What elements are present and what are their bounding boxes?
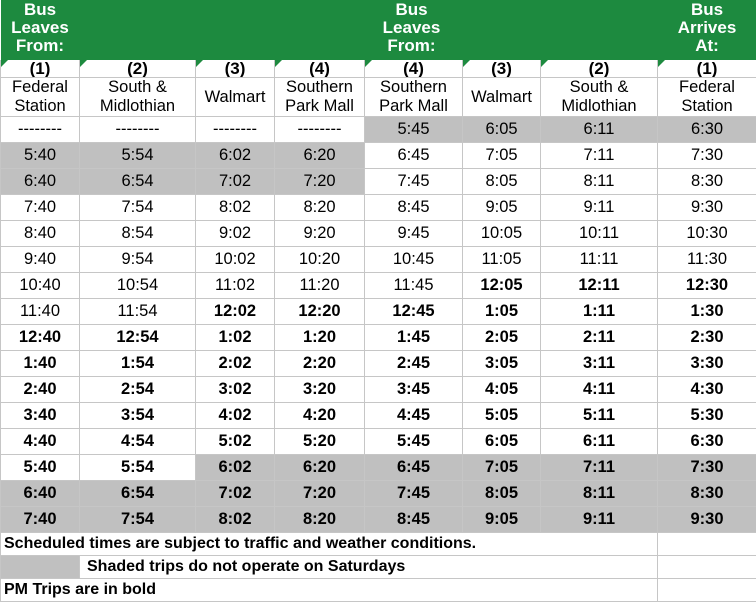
time-cell: 5:02 bbox=[196, 429, 275, 455]
header-leaves-from-left bbox=[1, 0, 80, 60]
stop-number: (1) bbox=[29, 60, 51, 78]
time-cell: -------- bbox=[275, 117, 365, 143]
time-cell: 7:45 bbox=[365, 169, 463, 195]
time-cell: 4:45 bbox=[365, 403, 463, 429]
time-cell: 10:30 bbox=[658, 221, 756, 247]
header-arrives-at-text: Bus Arrives At: bbox=[677, 0, 737, 55]
time-cell: 7:54 bbox=[80, 507, 196, 533]
time-cell: 8:05 bbox=[463, 481, 541, 507]
schedule-row bbox=[1, 169, 756, 195]
stop-name-row bbox=[1, 78, 756, 117]
time-cell: 7:05 bbox=[463, 455, 541, 481]
time-cell: 6:02 bbox=[196, 455, 275, 481]
time-cell: 3:54 bbox=[80, 403, 196, 429]
time-cell: 6:54 bbox=[80, 481, 196, 507]
stop-number: (1) bbox=[696, 60, 718, 78]
time-cell: 3:20 bbox=[275, 377, 365, 403]
time-cell: 1:40 bbox=[1, 351, 80, 377]
time-cell: 3:05 bbox=[463, 351, 541, 377]
time-cell: 1:11 bbox=[541, 299, 658, 325]
time-cell: 2:05 bbox=[463, 325, 541, 351]
time-cell: 9:20 bbox=[275, 221, 365, 247]
time-cell: 4:20 bbox=[275, 403, 365, 429]
time-cell: 7:20 bbox=[275, 481, 365, 507]
time-cell: 11:11 bbox=[541, 247, 658, 273]
note-row-bold bbox=[1, 579, 756, 602]
time-cell: 9:40 bbox=[1, 247, 80, 273]
time-cell: 11:40 bbox=[1, 299, 80, 325]
time-cell: 10:45 bbox=[365, 247, 463, 273]
stop-number: (4) bbox=[403, 60, 424, 78]
stop-number: (4) bbox=[309, 60, 330, 78]
time-cell: 2:45 bbox=[365, 351, 463, 377]
time-cell: 2:20 bbox=[275, 351, 365, 377]
time-cell: 5:54 bbox=[80, 143, 196, 169]
schedule-row bbox=[1, 195, 756, 221]
time-cell: 7:02 bbox=[196, 169, 275, 195]
time-cell: 10:11 bbox=[541, 221, 658, 247]
time-cell: 10:20 bbox=[275, 247, 365, 273]
time-cell: 1:05 bbox=[463, 299, 541, 325]
time-cell: 7:40 bbox=[1, 507, 80, 533]
schedule-row bbox=[1, 299, 756, 325]
time-cell: 2:54 bbox=[80, 377, 196, 403]
schedule-row bbox=[1, 377, 756, 403]
time-cell: 4:30 bbox=[658, 377, 756, 403]
time-cell: 1:45 bbox=[365, 325, 463, 351]
time-cell: 4:05 bbox=[463, 377, 541, 403]
stop-number-cell bbox=[541, 60, 658, 78]
corner-marker bbox=[658, 60, 665, 67]
time-cell: 6:30 bbox=[658, 429, 756, 455]
time-cell: 7:45 bbox=[365, 481, 463, 507]
time-cell: 10:05 bbox=[463, 221, 541, 247]
corner-marker bbox=[1, 60, 8, 67]
time-cell: 6:11 bbox=[541, 429, 658, 455]
header-row bbox=[1, 0, 756, 60]
time-cell: 12:54 bbox=[80, 325, 196, 351]
note-row-traffic bbox=[1, 533, 756, 556]
stop-name: Federal Station bbox=[1, 78, 80, 117]
time-cell: 3:11 bbox=[541, 351, 658, 377]
stop-number: (3) bbox=[224, 60, 246, 78]
time-cell: 7:11 bbox=[541, 455, 658, 481]
time-cell: 6:02 bbox=[196, 143, 275, 169]
schedule-row bbox=[1, 351, 756, 377]
stop-name: Federal Station bbox=[658, 78, 756, 117]
stop-number: (2) bbox=[127, 60, 148, 78]
time-cell: 3:45 bbox=[365, 377, 463, 403]
header-leaves-from-mid-text: Bus Leaves From: bbox=[382, 0, 441, 55]
time-cell: 11:54 bbox=[80, 299, 196, 325]
stop-number: (3) bbox=[491, 60, 512, 78]
time-cell: 6:30 bbox=[658, 117, 756, 143]
corner-marker bbox=[365, 60, 372, 67]
time-cell: 11:20 bbox=[275, 273, 365, 299]
time-cell: 6:54 bbox=[80, 169, 196, 195]
time-cell: 12:11 bbox=[541, 273, 658, 299]
time-cell: 5:20 bbox=[275, 429, 365, 455]
time-cell: 8:45 bbox=[365, 195, 463, 221]
corner-marker bbox=[463, 60, 470, 67]
time-cell: 6:20 bbox=[275, 143, 365, 169]
time-cell: 6:40 bbox=[1, 169, 80, 195]
time-cell: 12:05 bbox=[463, 273, 541, 299]
time-cell: 8:11 bbox=[541, 481, 658, 507]
time-cell: 12:40 bbox=[1, 325, 80, 351]
time-cell: 6:45 bbox=[365, 455, 463, 481]
schedule-row bbox=[1, 429, 756, 455]
time-cell: 6:11 bbox=[541, 117, 658, 143]
time-cell: 8:54 bbox=[80, 221, 196, 247]
time-cell: 5:05 bbox=[463, 403, 541, 429]
time-cell: 6:45 bbox=[365, 143, 463, 169]
corner-marker bbox=[275, 60, 282, 67]
time-cell: 11:45 bbox=[365, 273, 463, 299]
time-cell: 12:45 bbox=[365, 299, 463, 325]
time-cell: 1:30 bbox=[658, 299, 756, 325]
time-cell: 5:40 bbox=[1, 455, 80, 481]
stop-number: (2) bbox=[588, 60, 610, 78]
time-cell: -------- bbox=[196, 117, 275, 143]
time-cell: 6:40 bbox=[1, 481, 80, 507]
time-cell: 8:20 bbox=[275, 507, 365, 533]
stop-name: Southern Park Mall bbox=[275, 78, 365, 117]
shade-swatch bbox=[1, 556, 80, 579]
header-arrives-at bbox=[658, 0, 756, 60]
time-cell: 9:30 bbox=[658, 507, 756, 533]
time-cell: 12:30 bbox=[658, 273, 756, 299]
corner-marker bbox=[541, 60, 548, 67]
stop-number-cell bbox=[365, 60, 463, 78]
stop-number-cell bbox=[1, 60, 80, 78]
time-cell: 7:02 bbox=[196, 481, 275, 507]
time-cell: 8:02 bbox=[196, 507, 275, 533]
note-row-shaded bbox=[1, 556, 756, 579]
time-cell: 3:02 bbox=[196, 377, 275, 403]
time-cell: 8:02 bbox=[196, 195, 275, 221]
time-cell: 12:20 bbox=[275, 299, 365, 325]
time-cell: 3:30 bbox=[658, 351, 756, 377]
time-cell: 9:02 bbox=[196, 221, 275, 247]
time-cell: 2:30 bbox=[658, 325, 756, 351]
time-cell: 3:40 bbox=[1, 403, 80, 429]
time-cell: 4:02 bbox=[196, 403, 275, 429]
time-cell: 8:20 bbox=[275, 195, 365, 221]
time-cell: 5:54 bbox=[80, 455, 196, 481]
time-cell: 4:40 bbox=[1, 429, 80, 455]
time-cell: -------- bbox=[80, 117, 196, 143]
time-cell: 9:54 bbox=[80, 247, 196, 273]
time-cell: 7:05 bbox=[463, 143, 541, 169]
time-cell: 11:05 bbox=[463, 247, 541, 273]
stop-name: South & Midlothian bbox=[541, 78, 658, 117]
time-cell: 2:11 bbox=[541, 325, 658, 351]
schedule-row bbox=[1, 273, 756, 299]
time-cell: 7:20 bbox=[275, 169, 365, 195]
time-cell: 2:40 bbox=[1, 377, 80, 403]
header-leaves-from-left-text: Bus Leaves From: bbox=[11, 0, 69, 55]
stop-name: Walmart bbox=[463, 78, 541, 117]
time-cell: 4:54 bbox=[80, 429, 196, 455]
time-cell: 8:11 bbox=[541, 169, 658, 195]
schedule-row bbox=[1, 325, 756, 351]
schedule-row bbox=[1, 247, 756, 273]
time-cell: 9:11 bbox=[541, 507, 658, 533]
time-cell: 8:40 bbox=[1, 221, 80, 247]
shaded-note: Shaded trips do not operate on Saturdays bbox=[80, 556, 658, 579]
time-cell: 10:40 bbox=[1, 273, 80, 299]
time-cell: 8:30 bbox=[658, 481, 756, 507]
time-cell: 6:20 bbox=[275, 455, 365, 481]
time-cell: 10:54 bbox=[80, 273, 196, 299]
stop-number-cell bbox=[275, 60, 365, 78]
schedule-row bbox=[1, 221, 756, 247]
stop-number-cell bbox=[463, 60, 541, 78]
schedule-row bbox=[1, 507, 756, 533]
time-cell: 10:02 bbox=[196, 247, 275, 273]
time-cell: 9:11 bbox=[541, 195, 658, 221]
schedule-row bbox=[1, 143, 756, 169]
time-cell: 1:02 bbox=[196, 325, 275, 351]
stop-name: South & Midlothian bbox=[80, 78, 196, 117]
corner-marker bbox=[80, 60, 87, 67]
time-cell: 5:45 bbox=[365, 117, 463, 143]
time-cell: 9:05 bbox=[463, 507, 541, 533]
time-cell: 5:11 bbox=[541, 403, 658, 429]
time-cell: 5:40 bbox=[1, 143, 80, 169]
time-cell: 7:40 bbox=[1, 195, 80, 221]
schedule-row bbox=[1, 403, 756, 429]
time-cell: 7:11 bbox=[541, 143, 658, 169]
time-cell: 8:30 bbox=[658, 169, 756, 195]
schedule-row bbox=[1, 481, 756, 507]
traffic-note: Scheduled times are subject to traffic and weather conditions. bbox=[1, 533, 658, 556]
schedule-row bbox=[1, 117, 756, 143]
time-cell: 1:20 bbox=[275, 325, 365, 351]
schedule-row bbox=[1, 455, 756, 481]
time-cell: 8:45 bbox=[365, 507, 463, 533]
pm-bold-note: PM Trips are in bold bbox=[1, 579, 658, 602]
stop-name: Southern Park Mall bbox=[365, 78, 463, 117]
time-cell: -------- bbox=[1, 117, 80, 143]
time-cell: 2:02 bbox=[196, 351, 275, 377]
stop-number-cell bbox=[80, 60, 196, 78]
time-cell: 7:30 bbox=[658, 455, 756, 481]
time-cell: 7:54 bbox=[80, 195, 196, 221]
time-cell: 11:30 bbox=[658, 247, 756, 273]
time-cell: 7:30 bbox=[658, 143, 756, 169]
time-cell: 9:05 bbox=[463, 195, 541, 221]
time-cell: 6:05 bbox=[463, 429, 541, 455]
time-cell: 1:54 bbox=[80, 351, 196, 377]
time-cell: 6:05 bbox=[463, 117, 541, 143]
time-cell: 9:30 bbox=[658, 195, 756, 221]
time-cell: 4:11 bbox=[541, 377, 658, 403]
time-cell: 5:45 bbox=[365, 429, 463, 455]
time-cell: 9:45 bbox=[365, 221, 463, 247]
time-cell: 5:30 bbox=[658, 403, 756, 429]
time-cell: 12:02 bbox=[196, 299, 275, 325]
stop-number-cell bbox=[658, 60, 756, 78]
stop-number-cell bbox=[196, 60, 275, 78]
header-leaves-from-mid bbox=[365, 0, 541, 60]
stop-number-row bbox=[1, 60, 756, 78]
time-cell: 11:02 bbox=[196, 273, 275, 299]
stop-name: Walmart bbox=[196, 78, 275, 117]
corner-marker bbox=[196, 60, 203, 67]
time-cell: 8:05 bbox=[463, 169, 541, 195]
